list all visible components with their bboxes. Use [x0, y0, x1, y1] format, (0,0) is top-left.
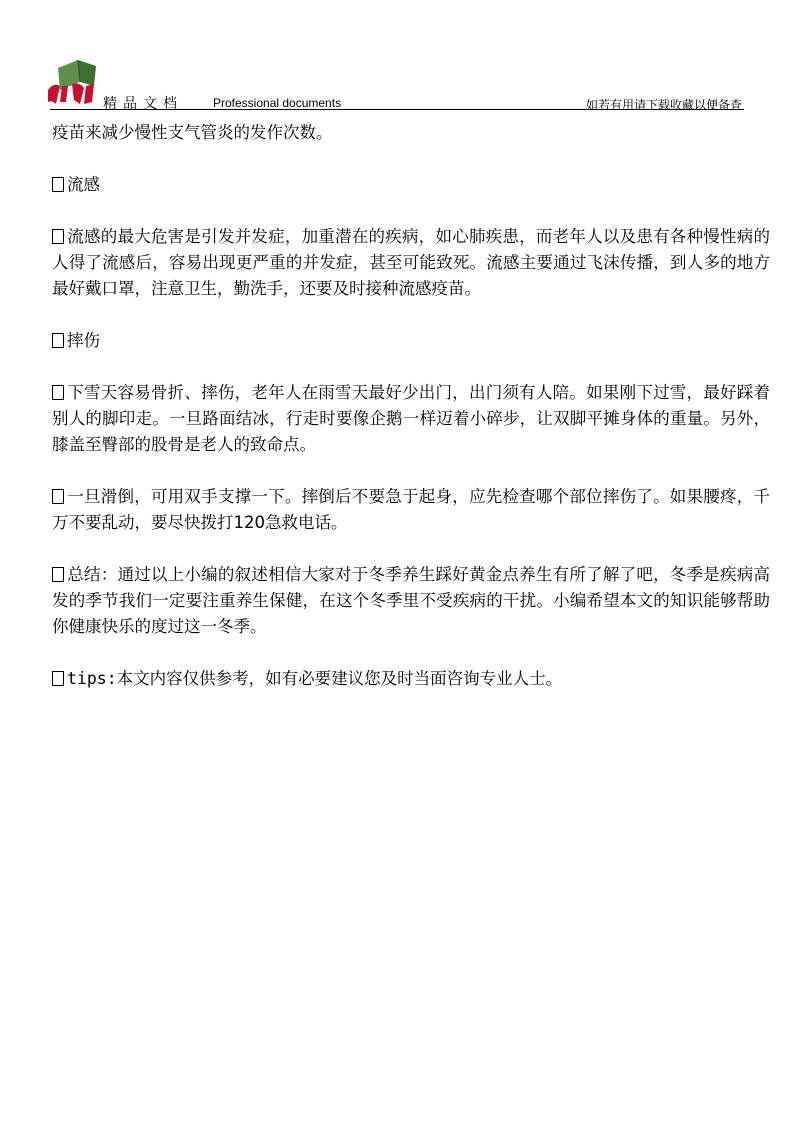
tips-prefix: tips: — [67, 669, 117, 688]
paragraph — [52, 380, 770, 458]
paragraph-text: 流感的最大危害是引发并发症，加重潜在的疾病，如心肺疾患，而老年人以及患有各种慢性病的人得了流感后，容易出现更严重的并发症，甚至可能致死。流感主要通过飞沫传播，到人多的地方最好戴口罩，注意卫生，勤洗手，还要及时接种流感疫苗。 — [52, 227, 770, 298]
paragraph-summary — [52, 562, 770, 640]
paragraph-tips — [52, 666, 770, 692]
page-header — [0, 0, 794, 112]
section-heading-flu — [52, 172, 770, 198]
bullet-box-icon — [52, 385, 64, 400]
paragraph-text: 本文内容仅供参考，如有必要建议您及时当面咨询专业人士。 — [116, 669, 563, 688]
book-logo-icon — [44, 56, 102, 108]
header-divider — [50, 109, 744, 110]
paragraph-text: 下雪天容易骨折、摔伤，老年人在雨雪天最好少出门，出门须有人陪。如果刚下过雪，最好踩着别人的脚印走。一旦路面结冰，行走时要像企鹅一样迈着小碎步，让双脚平摊身体的重量。另外，膝盖至臀部的股骨是老人的致命点。 — [52, 383, 770, 454]
bullet-box-icon — [52, 567, 64, 582]
paragraph-text: 总结：通过以上小编的叙述相信大家对于冬季养生踩好黄金点养生有所了解了吧，冬季是疾病高发的季节我们一定要注重养生保健，在这个冬季里不受疾病的干扰。小编希望本文的知识能够帮助你健康快乐的度过这一冬季。 — [52, 565, 770, 636]
bullet-box-icon — [52, 177, 64, 192]
document-body — [52, 120, 770, 718]
paragraph — [52, 120, 770, 146]
paragraph-text: 疫苗来减少慢性支气管炎的发作次数。 — [52, 123, 333, 142]
paragraph — [52, 224, 770, 302]
header-subtitle: Professional documents — [213, 96, 342, 110]
bullet-box-icon — [52, 671, 64, 686]
paragraph-text: 摔伤 — [67, 331, 100, 350]
bullet-box-icon — [52, 333, 64, 348]
section-heading-fall — [52, 328, 770, 354]
paragraph-text: 流感 — [67, 175, 100, 194]
paragraph — [52, 484, 770, 536]
paragraph-text: 一旦滑倒，可用双手支撑一下。摔倒后不要急于起身，应先检查哪个部位摔伤了。如果腰疼，千万不要乱动，要尽快拨打120急救电话。 — [52, 487, 770, 532]
header-title: 精品文档 — [103, 96, 183, 112]
bullet-box-icon — [52, 489, 64, 504]
bullet-box-icon — [52, 229, 64, 244]
header-right-note: 如若有用请下载收藏以便备查 — [585, 98, 742, 112]
